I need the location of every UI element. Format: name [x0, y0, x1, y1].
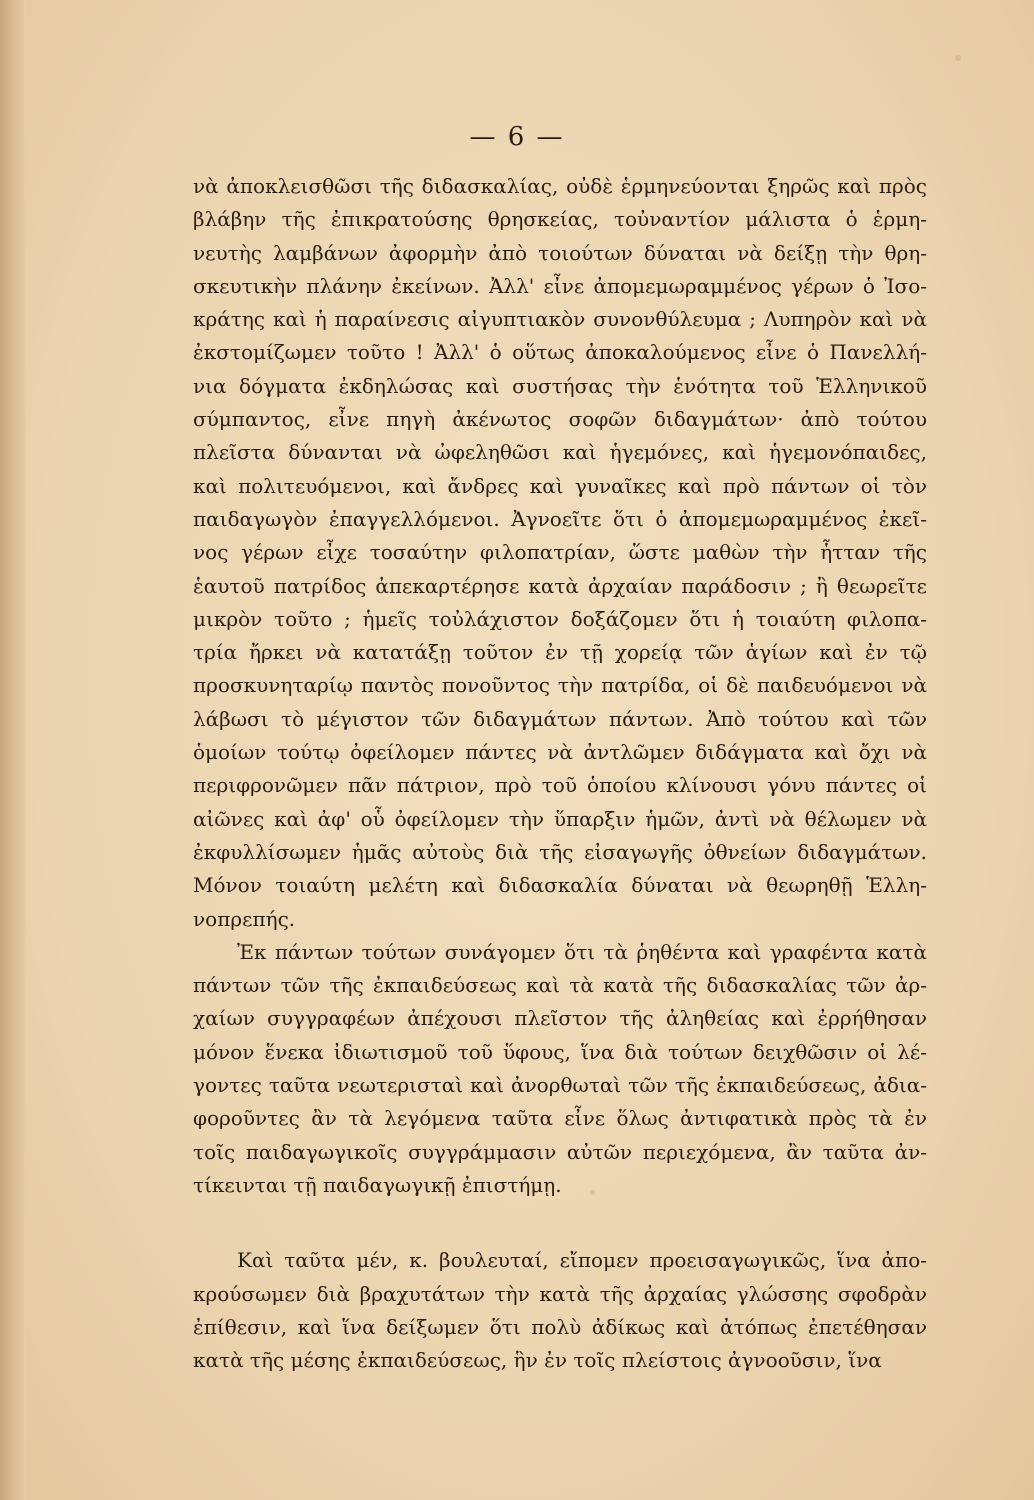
text-line: ἐκστομίζωμεν τοῦτο ! Ἀλλ' ὁ οὕτως ἀποκαλούμενος εἶνε ὁ Πανελλή- [193, 340, 927, 365]
text-line: μικρὸν τοῦτο ; ἡμεῖς τοὐλάχιστον δοξάζομεν ὅτι ἡ τοιαύτη φιλοπα- [193, 606, 927, 631]
text-line: νια δόγματα ἐκδηλώσας καὶ συστήσας τὴν ἑνότητα τοῦ Ἑλληνικοῦ [193, 373, 927, 398]
body-text [193, 170, 927, 1377]
text-line: Καὶ ταῦτα μέν, κ. βουλευταί, εἴπομεν προεισαγωγικῶς, ἵνα ἀπο- [237, 1248, 927, 1273]
text-line: σκευτικὴν πλάνην ἐκείνων. Ἀλλ' εἶνε ἀπομεμωραμμένος γέρων ὁ Ἰσο- [193, 273, 927, 298]
text-line: παιδαγωγὸν ἐπαγγελλόμενοι. Ἀγνοεῖτε ὅτι ὁ ἀπομεμωραμμένος ἐκεῖ- [193, 506, 927, 531]
text-line: ἐπίθεσιν, καὶ ἵνα δείξωμεν ὅτι πολὺ ἀδίκως καὶ ἀτόπως ἐπετέθησαν [193, 1314, 927, 1339]
text-line: κρούσωμεν διὰ βραχυτάτων τὴν κατὰ τῆς ἀρχαίας γλώσσης σφοδρὰν [193, 1281, 927, 1306]
text-line: φοροῦντες ἂν τὰ λεγόμενα ταῦτα εἶνε ὅλως ἀντιφατικὰ πρὸς τὰ ἐν [193, 1106, 927, 1131]
text-line: ἐκφυλλίσωμεν ἡμᾶς αὐτοὺς διὰ τῆς εἰσαγωγῆς ὀθνείων διδαγμάτων. [193, 839, 927, 864]
text-line: βλάβην τῆς ἐπικρατούσης θρησκείας, τοὐναντίον μάλιστα ὁ ἑρμη- [193, 207, 927, 232]
text-line: κατὰ τῆς μέσης ἐκπαιδεύσεως, ἣν ἐν τοῖς πλείστοις ἀγνοοῦσιν, ἵνα [193, 1348, 882, 1373]
text-line: νὰ ἀποκλεισθῶσι τῆς διδασκαλίας, οὐδὲ ἑρμηνεύονται ξηρῶς καὶ πρὸς [193, 174, 927, 198]
text-line: Μόνον τοιαύτη μελέτη καὶ διδασκαλία δύναται νὰ θεωρηθῇ Ἑλλη- [193, 873, 927, 898]
page-number: — 6 — [469, 122, 565, 152]
text-line: νευτὴς λαμβάνων ἀφορμὴν ἀπὸ τοιούτων δύναται νὰ δείξῃ τὴν θρη- [193, 240, 927, 265]
text-line: χαίων συγγραφέων ἀπέχουσι πλεῖστον τῆς ἀληθείας καὶ ἐρρήθησαν [193, 1006, 927, 1031]
page-edge-shadow [0, 0, 26, 1500]
text-line: σύμπαντος, εἶνε πηγὴ ἀκένωτος σοφῶν διδαγμάτων· ἀπὸ τούτου [193, 407, 927, 432]
text-line: πάντων τῶν τῆς ἐκπαιδεύσεως καὶ τὰ κατὰ τῆς διδασκαλίας τῶν ἀρ- [193, 973, 927, 998]
text-line: Ἐκ πάντων τούτων συνάγομεν ὅτι τὰ ῥηθέντα καὶ γραφέντα κατὰ [237, 939, 927, 964]
text-line: λάβωσι τὸ μέγιστον τῶν διδαγμάτων πάντων. Ἀπὸ τούτου καὶ τῶν [193, 706, 927, 731]
text-line: μόνον ἕνεκα ἰδιωτισμοῦ τοῦ ὕφους, ἵνα διὰ τούτων δειχθῶσιν οἱ λέ- [193, 1039, 927, 1064]
text-line: τίκεινται τῇ παιδαγωγικῇ ἐπιστήμῃ. [193, 1172, 562, 1197]
text-line: τοῖς παιδαγωγικοῖς συγγράμμασιν αὐτῶν περιεχόμενα, ἂν ταῦτα ἀν- [193, 1139, 927, 1164]
text-line: αἰῶνες καὶ ἀφ' οὗ ὀφείλομεν τὴν ὕπαρξιν ἡμῶν, ἀντὶ νὰ θέλωμεν νὰ [193, 806, 927, 831]
paragraph-gap [193, 1202, 927, 1244]
text-line: καὶ πολιτευόμενοι, καὶ ἄνδρες καὶ γυναῖκες καὶ πρὸ πάντων οἱ τὸν [193, 473, 927, 498]
paper-spot [955, 55, 961, 61]
text-line: κράτης καὶ ἡ παραίνεσις αἰγυπτιακὸν συνονθύλευμα ; Λυπηρὸν καὶ νὰ [193, 307, 927, 332]
text-line: νος γέρων εἶχε τοσαύτην φιλοπατρίαν, ὥστε μαθὼν τὴν ἧτταν τῆς [193, 540, 927, 565]
text-line: τρία ἤρκει νὰ κατατάξῃ τοῦτον ἐν τῇ χορείᾳ τῶν ἁγίων καὶ ἐν τῷ [193, 640, 927, 665]
text-line: περιφρονῶμεν πᾶν πάτριον, πρὸ τοῦ ὁποίου κλίνουσι γόνυ πάντες οἱ [193, 773, 927, 798]
text-line: προσκυνηταρίῳ παντὸς πονοῦντος τὴν πατρίδα, οἱ δὲ παιδευόμενοι νὰ [193, 673, 927, 698]
text-line: πλεῖστα δύνανται νὰ ὠφεληθῶσι καὶ ἡγεμόνες, καὶ ἡγεμονόπαιδες, [193, 440, 927, 465]
text-line: γοντες ταῦτα νεωτερισταὶ καὶ ἀνορθωταὶ τῶν τῆς ἐκπαιδεύσεως, ἀδια- [193, 1073, 927, 1098]
text-line: ὁμοίων τούτῳ ὀφείλομεν πάντες νὰ ἀντλῶμεν διδάγματα καὶ ὄχι νὰ [193, 740, 927, 765]
text-line: νοπρεπής. [193, 906, 296, 931]
text-line: ἑαυτοῦ πατρίδος ἀπεκαρτέρησε κατὰ ἀρχαίαν παράδοσιν ; ἢ θεωρεῖτε [193, 573, 927, 598]
